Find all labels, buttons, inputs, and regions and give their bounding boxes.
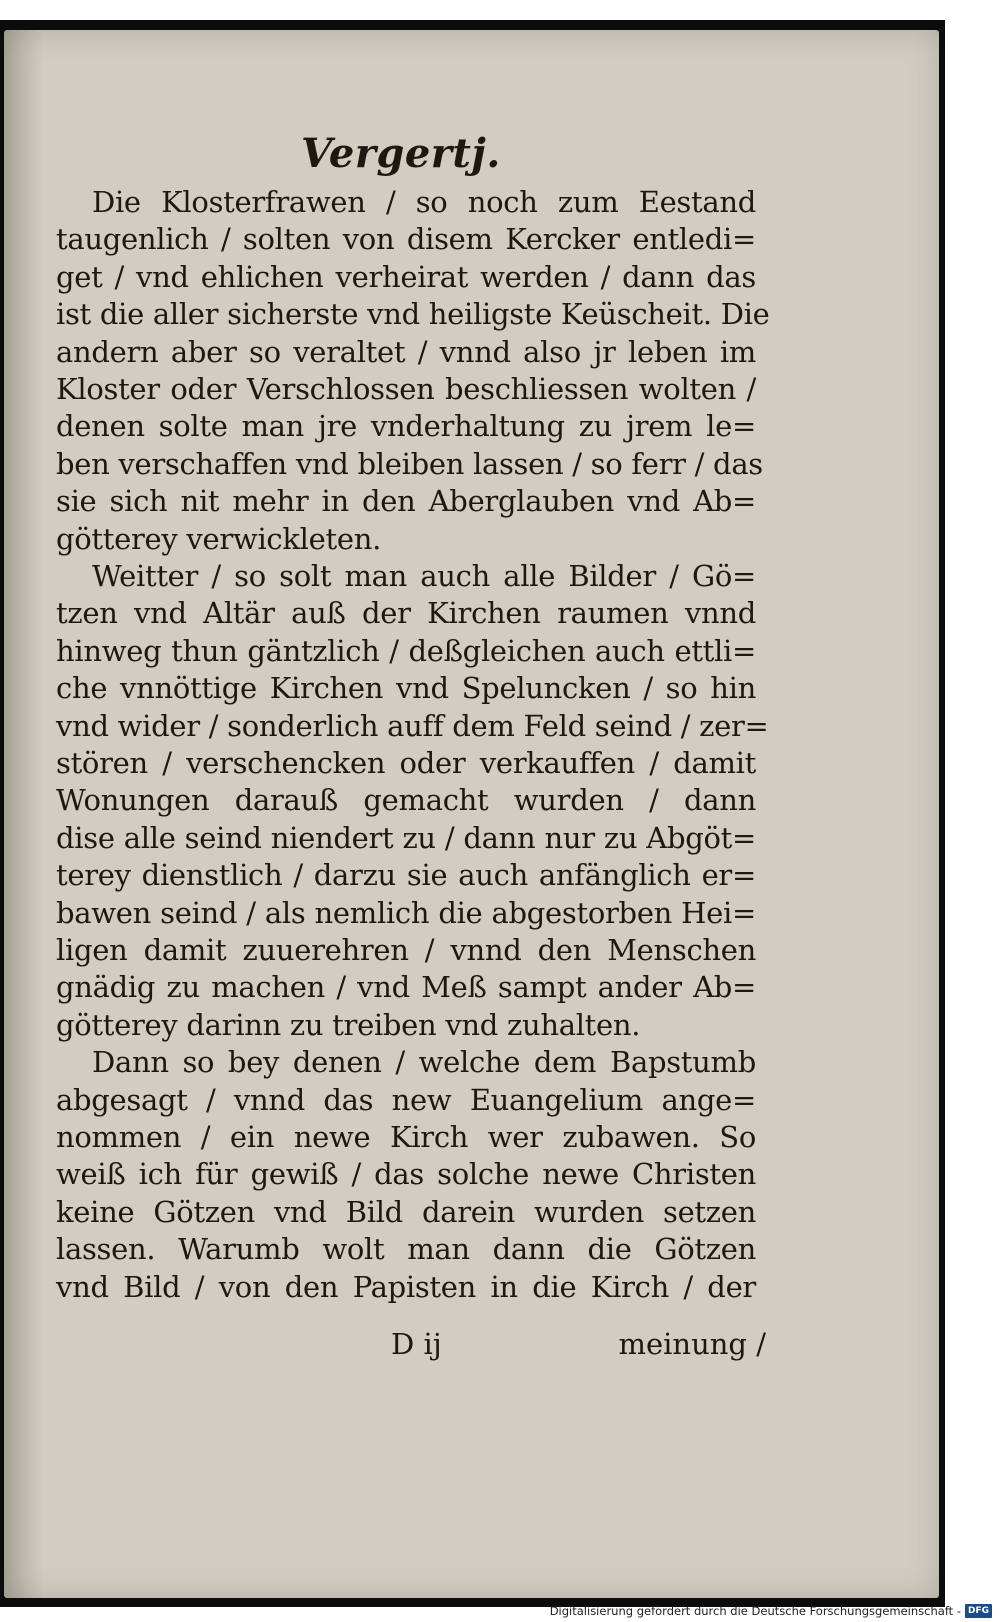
text-line: andern aber so veraltet / vnnd also jr leben im [56, 334, 756, 369]
text-line: nommen / ein newe Kirch wer zubawen. So [56, 1120, 756, 1154]
text-line: Wonungen darauß gemacht wurden / dann [56, 783, 756, 818]
text-line: Weitter / so solt man auch alle Bilder / Gö= [92, 559, 756, 593]
text-line: Die Klosterfrawen / so noch zum Eestand [92, 185, 756, 219]
text-line: denen solte man jre vnderhaltung zu jrem le= [56, 409, 756, 444]
text-line: gnädig zu machen / vnd Meß sampt ander Ab= [56, 970, 756, 1005]
signature-mark: D ij [391, 1327, 442, 1361]
text-line: taugenlich / solten von disem Kercker entledi= [56, 222, 756, 257]
page-spine-shadow [4, 30, 44, 1598]
text-line: ben verschaffen vnd bleiben lassen / so ferr / das [56, 446, 763, 481]
page-header-title: Vergertj. [301, 130, 501, 177]
book-page [4, 30, 939, 1598]
text-line: terey dienstlich / darzu sie auch anfänglich er= [56, 858, 756, 893]
dfg-logo: DFG [965, 1604, 992, 1618]
text-line: vnd Bild / von den Papisten in die Kirch / der [56, 1269, 756, 1304]
page-footer [56, 1325, 766, 1363]
text-line: sie sich nit mehr in den Aberglauben vnd Ab= [56, 484, 756, 519]
text-line: hinweg thun gäntzlich / deßgleichen auch ettli= [56, 633, 756, 668]
text-line: weiß ich für gewiß / das solche newe Christen [56, 1157, 756, 1192]
text-line: get / vnd ehlichen verheirat werden / dann das [56, 259, 756, 294]
text-line: ligen damit zuuerehren / vnnd den Menschen [56, 933, 756, 967]
text-line: Dann so bey denen / welche dem Bapstumb [92, 1045, 756, 1080]
text-line: stören / verschencken oder verkauffen / damit [56, 746, 756, 780]
text-line: dise alle seind niendert zu / dann nur zu Abgöt= [56, 820, 756, 855]
text-line: bawen seind / als nemlich die abgestorben Hei= [56, 895, 756, 930]
text-line: götterey darinn zu treiben vnd zuhalten. [56, 1007, 641, 1042]
text-line: ist die aller sicherste vnd heiligste Keüscheit. Die [56, 297, 770, 332]
text-line: che vnnöttige Kirchen vnd Speluncken / so hin [56, 671, 756, 706]
text-line: lassen. Warumb wolt man dann die Götzen [56, 1232, 756, 1267]
credit-text: Digitalisierung gefördert durch die Deutsche Forschungsgemeinschaft - [549, 1604, 961, 1618]
text-line: Kloster oder Verschlossen beschliessen wolten / [56, 372, 756, 406]
text-line: götterey verwickleten. [56, 521, 381, 556]
digitization-credit [550, 1600, 992, 1622]
text-line: keine Götzen vnd Bild darein wurden setzen [56, 1194, 756, 1229]
text-line: abgesagt / vnnd das new Euangelium ange= [56, 1082, 756, 1117]
catchword: meinung / [618, 1327, 766, 1361]
text-line: vnd wider / sonderlich auff dem Feld seind / zer= [56, 708, 769, 743]
text-line: tzen vnd Altär auß der Kirchen raumen vnnd [56, 596, 756, 631]
